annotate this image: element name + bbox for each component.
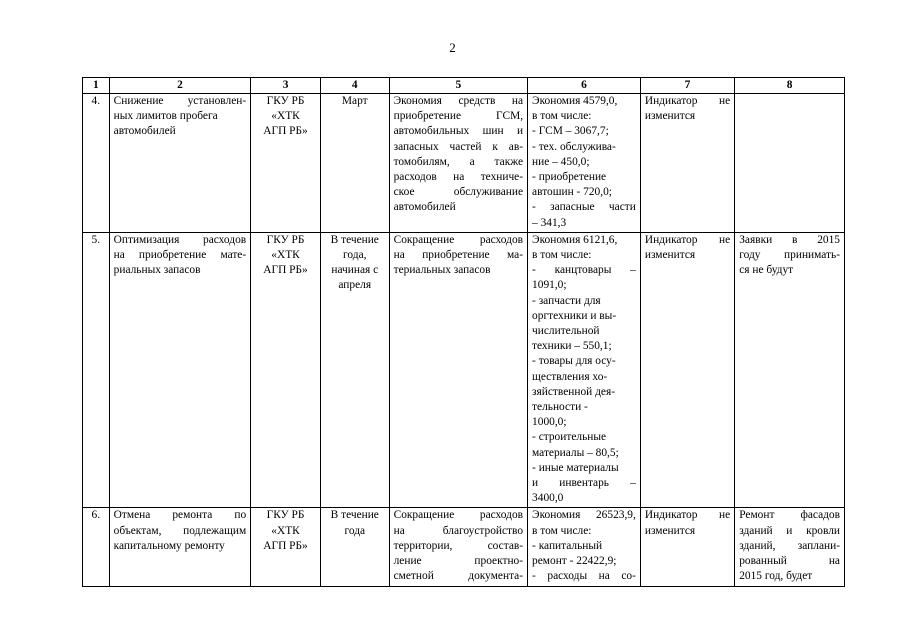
cell-line: териальных запасов bbox=[393, 264, 491, 277]
cell-line: Ремонт фасадов bbox=[739, 509, 840, 522]
table-header-row bbox=[83, 78, 845, 94]
cell-line: сметной документа- bbox=[393, 570, 524, 583]
cell-line: зданий и кровли bbox=[739, 524, 840, 537]
header-cell: 7 bbox=[640, 78, 734, 94]
cell-line: - расходы на со- bbox=[532, 570, 636, 583]
cell-line: риальных запасов bbox=[113, 264, 201, 277]
cell-line: 1091,0; bbox=[532, 279, 567, 292]
term-cell bbox=[320, 508, 389, 586]
note-cell bbox=[735, 232, 845, 508]
cell-line: зяйственной дея- bbox=[532, 385, 615, 398]
executor-cell bbox=[251, 94, 321, 233]
effect-cell bbox=[389, 508, 527, 586]
cell-line: ГКУ РБ bbox=[266, 509, 305, 522]
row-number-cell: 6. bbox=[83, 508, 110, 586]
cell-line: - товары для осу- bbox=[532, 355, 616, 368]
cell-line: ществления хо- bbox=[532, 370, 608, 383]
cell-line: автошин - 720,0; bbox=[532, 186, 612, 199]
cell-line: Сокращение расходов bbox=[393, 509, 524, 522]
cell-line: на приобретение ма- bbox=[393, 249, 524, 262]
cell-line: года bbox=[344, 524, 366, 537]
cell-line: ГКУ РБ bbox=[266, 95, 305, 107]
cell-line: - канцтовары – bbox=[532, 264, 636, 277]
cell-line: Снижение установлен- bbox=[113, 95, 247, 107]
cell-line: Индикатор не bbox=[644, 95, 731, 107]
cell-line: году принимать- bbox=[739, 249, 840, 262]
cell-line: ГКУ РБ bbox=[266, 233, 305, 246]
header-cell: 2 bbox=[109, 78, 251, 94]
cell-line: в том числе: bbox=[532, 249, 592, 262]
measure-cell bbox=[109, 232, 251, 508]
cell-line: техники – 550,1; bbox=[532, 340, 612, 353]
cell-line: числительной bbox=[532, 325, 600, 338]
effect-cell bbox=[389, 232, 527, 508]
cell-line: автомобилей bbox=[113, 125, 176, 138]
cell-line: объектам, подлежащим bbox=[113, 524, 247, 537]
cell-line: Экономия 4579,0, bbox=[532, 95, 618, 107]
cell-line: территории, состав- bbox=[393, 539, 524, 552]
cell-line: Экономия средств на bbox=[393, 95, 524, 107]
cell-line: В течение bbox=[330, 509, 379, 522]
cell-line: капитальному ремонту bbox=[113, 539, 225, 552]
cell-line: - иные материалы bbox=[532, 461, 619, 474]
executor-cell bbox=[251, 232, 321, 508]
cell-line: изменится bbox=[644, 249, 696, 262]
cell-line: В течение bbox=[330, 233, 379, 246]
amount-cell bbox=[528, 232, 641, 508]
cell-line: запасных частей к ав- bbox=[393, 140, 524, 153]
cell-line: АГП РБ» bbox=[263, 125, 308, 138]
cell-line: ся не будут bbox=[739, 264, 794, 277]
indicator-cell bbox=[640, 232, 734, 508]
cell-line: тельности - bbox=[532, 401, 588, 414]
row-number-cell: 5. bbox=[83, 232, 110, 508]
cell-line: – 341,3 bbox=[532, 216, 567, 229]
measure-cell bbox=[109, 94, 251, 233]
cell-line: Экономия 6121,6, bbox=[532, 233, 618, 246]
cell-line: Заявки в 2015 bbox=[739, 233, 840, 246]
cell-line: Сокращение расходов bbox=[393, 233, 524, 246]
cell-line: автомобильных шин и bbox=[393, 125, 524, 138]
cell-line: Отмена ремонта по bbox=[113, 509, 247, 522]
cell-line: зданий, заплани- bbox=[739, 539, 840, 552]
amount-cell bbox=[528, 508, 641, 586]
indicator-cell bbox=[640, 508, 734, 586]
amount-cell bbox=[528, 94, 641, 233]
cell-line: автомобилей bbox=[393, 201, 456, 214]
cell-line: - запчасти для bbox=[532, 294, 601, 307]
table-row bbox=[83, 94, 845, 233]
cell-line: апреля bbox=[338, 279, 372, 292]
term-cell bbox=[320, 94, 389, 233]
header-cell: 3 bbox=[251, 78, 321, 94]
cell-line: расходов на техниче- bbox=[393, 171, 524, 184]
term-cell bbox=[320, 232, 389, 508]
cell-line: - приобретение bbox=[532, 171, 607, 184]
cell-line: «ХТК bbox=[271, 524, 300, 537]
cell-line: материалы – 80,5; bbox=[532, 446, 619, 459]
cell-line: на благоустройство bbox=[393, 524, 524, 537]
cell-line: изменится bbox=[644, 524, 696, 537]
header-cell: 5 bbox=[389, 78, 527, 94]
cell-line: приобретение ГСМ, bbox=[393, 110, 524, 123]
cell-line: оргтехники и вы- bbox=[532, 309, 617, 322]
note-cell bbox=[735, 94, 845, 233]
row-number-cell: 4. bbox=[83, 94, 110, 233]
cell-line: 3400,0 bbox=[532, 492, 564, 505]
effect-cell bbox=[389, 94, 527, 233]
cell-line: 2015 год, будет bbox=[739, 570, 813, 583]
cell-line: года, bbox=[343, 249, 367, 262]
measure-cell bbox=[109, 508, 251, 586]
cell-line: рованный на bbox=[739, 555, 840, 568]
cell-line: - тех. обслужива- bbox=[532, 140, 616, 153]
cell-line: АГП РБ» bbox=[263, 539, 308, 552]
header-cell: 1 bbox=[83, 78, 110, 94]
cell-line: - запасные части bbox=[532, 201, 636, 214]
cell-line: «ХТК bbox=[271, 249, 300, 262]
header-cell: 8 bbox=[735, 78, 845, 94]
cell-line: - ГСМ – 3067,7; bbox=[532, 125, 609, 138]
cell-line: в том числе: bbox=[532, 110, 592, 123]
cell-line: ние – 450,0; bbox=[532, 155, 590, 168]
page-number: 2 bbox=[449, 40, 456, 55]
cell-line: изменится bbox=[644, 110, 696, 123]
cell-line: ление проектно- bbox=[393, 555, 524, 568]
cell-line: 1000,0; bbox=[532, 416, 567, 429]
cell-line: - строительные bbox=[532, 431, 607, 444]
cell-line: Оптимизация расходов bbox=[113, 233, 247, 246]
cell-line: АГП РБ» bbox=[263, 264, 308, 277]
table-row bbox=[83, 232, 845, 508]
cell-line: - капитальный bbox=[532, 539, 603, 552]
measures-table bbox=[82, 77, 845, 587]
header-cell: 4 bbox=[320, 78, 389, 94]
cell-line: Индикатор не bbox=[644, 233, 731, 246]
cell-line: ремонт - 22422,9; bbox=[532, 555, 617, 568]
cell-line: Экономия 26523,9, bbox=[532, 509, 636, 522]
cell-line: «ХТК bbox=[271, 110, 300, 123]
cell-line: ных лимитов пробега bbox=[113, 110, 218, 123]
cell-line: ское обслуживание bbox=[393, 186, 524, 199]
cell-line: и инвентарь – bbox=[532, 477, 636, 490]
indicator-cell bbox=[640, 94, 734, 233]
cell-line: начиная с bbox=[331, 264, 379, 277]
header-cell: 6 bbox=[528, 78, 641, 94]
cell-line: на приобретение мате- bbox=[113, 249, 247, 262]
note-cell bbox=[735, 508, 845, 586]
cell-line: томобилям, а также bbox=[393, 155, 524, 168]
cell-line: Индикатор не bbox=[644, 509, 731, 522]
cell-line: в том числе: bbox=[532, 524, 592, 537]
table-row bbox=[83, 508, 845, 586]
executor-cell bbox=[251, 508, 321, 586]
cell-line: Март bbox=[341, 95, 368, 107]
